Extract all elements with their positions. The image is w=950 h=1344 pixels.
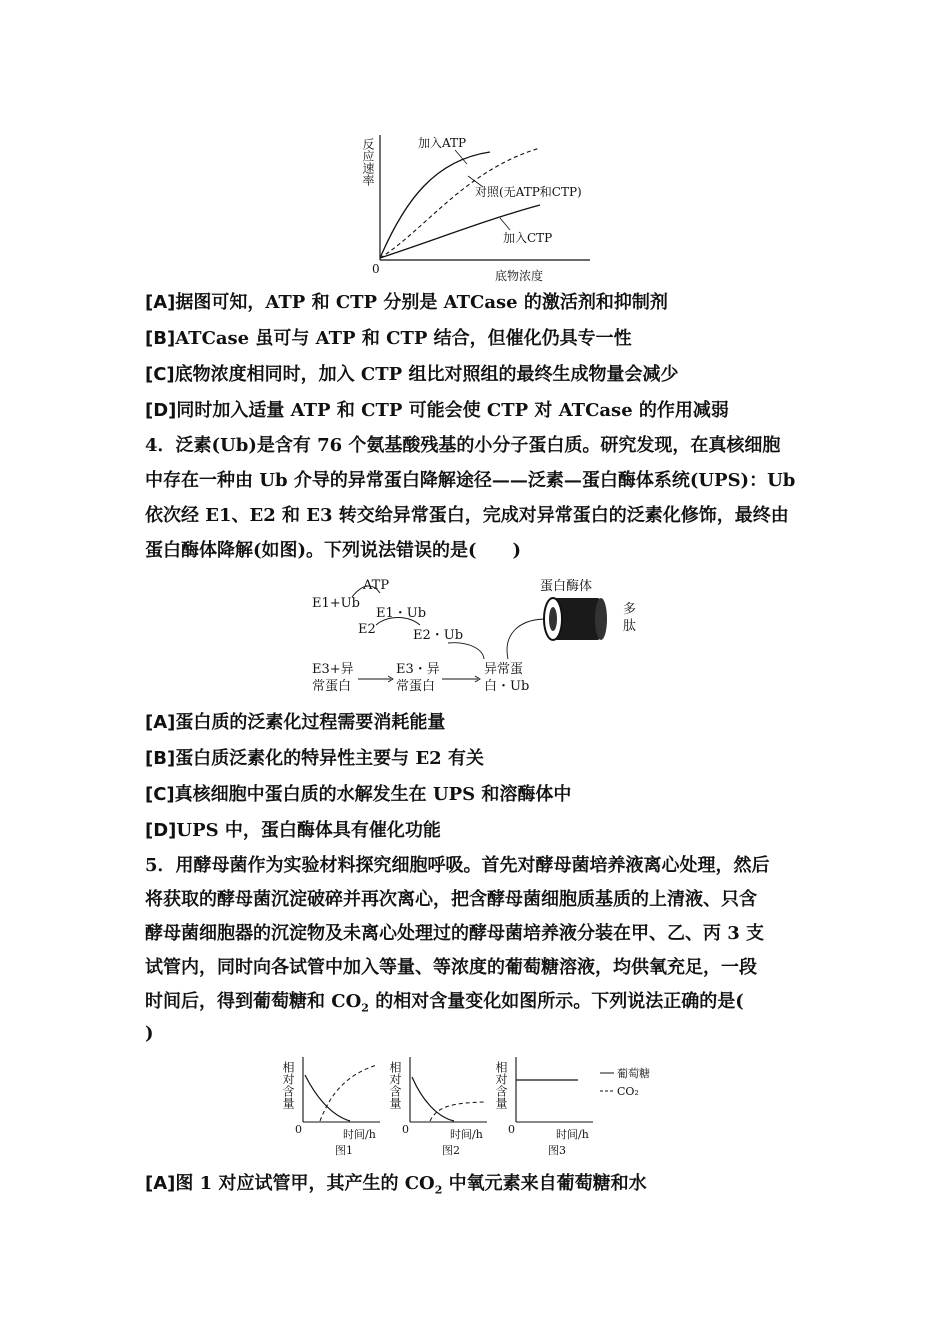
q5-stem-line: 5．用酵母菌作为实验材料探究细胞呼吸。首先对酵母菌培养液离心处理，然后 bbox=[145, 855, 770, 876]
q4-e1dot-ub: E1・Ub bbox=[376, 606, 427, 621]
q4-option-d[interactable]: [D]UPS 中，蛋白酶体具有催化功能 bbox=[145, 820, 441, 841]
q3-option-a[interactable]: [A]据图可知，ATP 和 CTP 分别是 ATCase 的激活剂和抑制剂 bbox=[145, 292, 668, 313]
q3-option-b[interactable]: [B]ATCase 虽可与 ATP 和 CTP 结合，但催化仍具专一性 bbox=[145, 328, 632, 349]
q3-option-d[interactable]: [D]同时加入适量 ATP 和 CTP 可能会使 CTP 对 ATCase 的作用减弱 bbox=[145, 400, 729, 421]
q4-stem-line: 4．泛素(Ub)是含有 76 个氨基酸残基的小分子蛋白质。研究发现，在真核细胞 bbox=[145, 435, 781, 456]
q4-atp: ATP bbox=[363, 578, 390, 593]
q3-xlabel: 底物浓度 bbox=[495, 269, 544, 283]
q5-fig1-caption: 图1 bbox=[335, 1144, 353, 1157]
q4-abnormal-line2: 白・Ub bbox=[484, 679, 530, 694]
q4-e2dot-ub: E2・Ub bbox=[413, 628, 464, 643]
svg-text:时间/h: 时间/h bbox=[450, 1128, 483, 1141]
q4-option-c[interactable]: [C]真核细胞中蛋白质的水解发生在 UPS 和溶酶体中 bbox=[145, 784, 572, 805]
q4-option-b[interactable]: [B]蛋白质泛素化的特异性主要与 E2 有关 bbox=[145, 748, 484, 769]
q3-option-c[interactable]: [C]底物浓度相同时，加入 CTP 组比对照组的最终生成物量会减少 bbox=[145, 364, 679, 385]
q4-stem-line: 依次经 E1、E2 和 E3 转交给异常蛋白，完成对异常蛋白的泛素化修饰，最终由 bbox=[145, 505, 789, 526]
q3-ylabel: 反应速率 bbox=[361, 138, 375, 186]
q5-figure-2 bbox=[388, 1055, 502, 1160]
svg-text:时间/h: 时间/h bbox=[556, 1128, 589, 1141]
q3-label-control: 对照(无ATP和CTP) bbox=[475, 185, 582, 199]
q3-curve-atp bbox=[380, 152, 490, 258]
q3-label-atp: 加入ATP bbox=[418, 136, 467, 150]
q4-stem-line: 中存在一种由 Ub 介导的异常蛋白降解途径——泛素—蛋白酶体系统(UPS)：Ub bbox=[145, 470, 796, 491]
q4-peptide-line2: 肽 bbox=[623, 619, 637, 634]
svg-text:相对含量: 相对含量 bbox=[494, 1061, 508, 1109]
svg-text:0: 0 bbox=[402, 1123, 409, 1136]
q3-label-ctp: 加入CTP bbox=[503, 231, 553, 245]
svg-text:相对含量: 相对含量 bbox=[388, 1061, 402, 1109]
q5-stem-line: 时间后，得到葡萄糖和 $CO_2$ 的相对含量变化如图所示。下列说法正确的是( bbox=[145, 991, 744, 1015]
q4-e3-line2: 常蛋白 bbox=[312, 679, 352, 694]
q5-legend-co2: CO₂ bbox=[617, 1085, 639, 1098]
q4-e3-line1: E3+异 bbox=[312, 662, 354, 677]
svg-text:0: 0 bbox=[295, 1123, 302, 1136]
q4-e2: E2 bbox=[358, 622, 376, 637]
q5-fig3-caption: 图3 bbox=[548, 1144, 566, 1157]
q5-figure-1 bbox=[281, 1055, 395, 1160]
q5-option-a[interactable]: [A]图 1 对应试管甲，其产生的 $CO_2$ 中氧元素来自葡萄糖和水 bbox=[145, 1173, 647, 1197]
q3-origin: 0 bbox=[372, 262, 380, 276]
q4-abnormal-line1: 异常蛋 bbox=[484, 662, 524, 677]
q5-stem-line: 酵母菌细胞器的沉淀物及未离心处理过的酵母菌培养液分装在甲、乙、丙 3 支 bbox=[145, 923, 765, 944]
q4-e1-ub: E1+Ub bbox=[312, 596, 360, 611]
q4-option-a[interactable]: [A]蛋白质的泛素化过程需要消耗能量 bbox=[145, 712, 446, 733]
q5-figure-3 bbox=[494, 1055, 668, 1160]
q4-e3dot-line2: 常蛋白 bbox=[396, 679, 436, 694]
svg-text:时间/h: 时间/h bbox=[343, 1128, 376, 1141]
q4-proteasome-label: 蛋白酶体 bbox=[540, 579, 593, 594]
q5-stem-line: 试管内，同时向各试管中加入等量、等浓度的葡萄糖溶液，均供氧充足，一段 bbox=[145, 957, 757, 978]
q5-stem-line: ) bbox=[145, 1023, 154, 1044]
q4-stem-line: 蛋白酶体降解(如图)。下列说法错误的是( ) bbox=[145, 540, 522, 561]
q4-ups-diagram bbox=[308, 575, 648, 700]
q5-stem-line: 将获取的酵母菌沉淀破碎并再次离心，把含酵母菌细胞质基质的上清液、只含 bbox=[145, 889, 757, 910]
q4-e3dot-line1: E3・异 bbox=[396, 662, 440, 677]
q5-legend-glucose: 葡萄糖 bbox=[617, 1067, 650, 1080]
q5-fig2-caption: 图2 bbox=[442, 1144, 460, 1157]
svg-text:相对含量: 相对含量 bbox=[281, 1061, 295, 1109]
svg-text:0: 0 bbox=[508, 1123, 515, 1136]
q4-peptide-line1: 多 bbox=[623, 602, 637, 617]
q3-rate-graph bbox=[355, 130, 615, 285]
